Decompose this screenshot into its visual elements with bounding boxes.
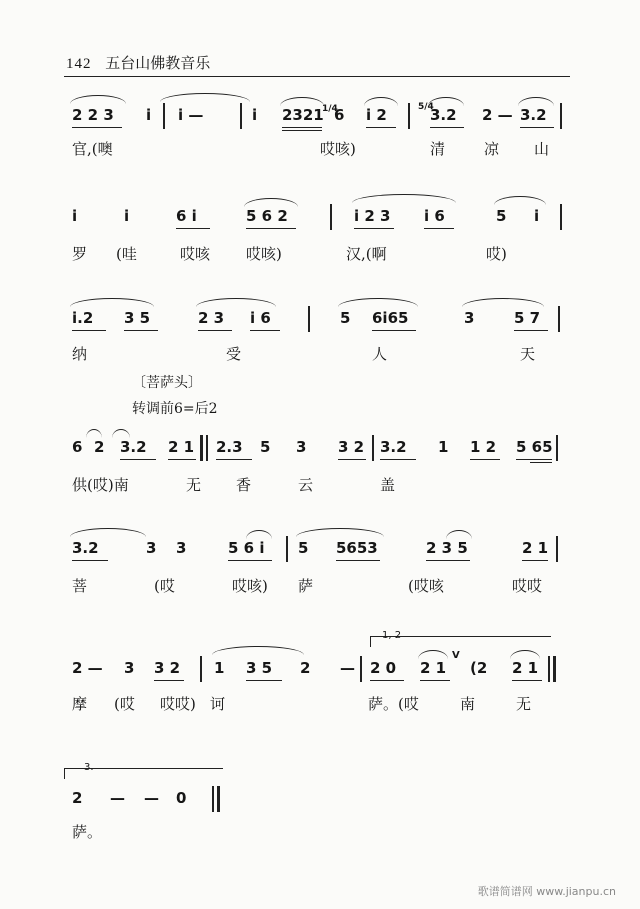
lyric: 受 xyxy=(226,345,242,363)
lyric: (哎咳 xyxy=(408,577,444,595)
lyric: 凉 xyxy=(484,140,500,158)
note-group: i.2 xyxy=(72,309,94,327)
score-line-5 xyxy=(0,538,640,598)
barline xyxy=(560,103,562,129)
underline xyxy=(380,459,416,460)
note: 3 xyxy=(176,539,187,557)
slur xyxy=(86,429,102,438)
score-line-3 xyxy=(0,308,640,368)
note: 2 xyxy=(300,659,311,677)
underline xyxy=(522,560,548,561)
underline xyxy=(198,330,232,331)
note: 1 xyxy=(214,659,225,677)
note-group: 3.2 xyxy=(520,106,547,124)
score-line-2 xyxy=(0,206,640,266)
key-change: 转调前6=后2 xyxy=(132,401,218,417)
page-number: 142 xyxy=(66,56,92,72)
lyric: 天 xyxy=(520,345,536,363)
barline xyxy=(240,103,242,129)
lyric: 哎咳) xyxy=(246,245,282,263)
note-group: 5 6 2 xyxy=(246,207,288,225)
slur xyxy=(280,97,324,106)
barline xyxy=(308,306,310,332)
underline xyxy=(282,127,322,128)
underline xyxy=(366,127,396,128)
underline xyxy=(514,330,548,331)
note: 5 xyxy=(340,309,351,327)
book-title: 五台山佛教音乐 xyxy=(105,56,211,72)
note: i xyxy=(146,106,152,124)
header-rule xyxy=(64,76,570,77)
slur xyxy=(510,650,540,659)
lyric: 摩 xyxy=(72,695,88,713)
underline xyxy=(228,560,272,561)
note-group: 3 5 xyxy=(246,659,273,677)
underline xyxy=(250,330,280,331)
lyric: 无 xyxy=(186,476,202,494)
underline xyxy=(154,680,184,681)
slur xyxy=(494,196,546,205)
barline xyxy=(163,103,165,129)
note: 6 xyxy=(72,438,83,456)
site-watermark: 歌谱简谱网 www.jianpu.cn xyxy=(477,885,616,898)
repeat-barline xyxy=(200,435,203,461)
lyric: 纳 xyxy=(72,345,88,363)
barline xyxy=(560,204,562,230)
breath-mark: V xyxy=(452,650,460,661)
volta-label: 3. xyxy=(84,762,94,773)
slur xyxy=(112,429,130,438)
time-signature: 1/4 xyxy=(322,104,338,114)
note-group: 2 — xyxy=(72,659,103,677)
note: i xyxy=(124,207,130,225)
underline xyxy=(520,127,554,128)
lyric: 哎咳) xyxy=(232,577,268,595)
note-group: 3.2 xyxy=(72,539,99,557)
underline xyxy=(246,680,282,681)
barline xyxy=(330,204,332,230)
score-line-6 xyxy=(0,650,640,718)
slur xyxy=(196,298,276,307)
lyric: 哎) xyxy=(486,245,507,263)
lyric: 汉,(啊 xyxy=(346,245,387,263)
lyric: 南 xyxy=(460,695,476,713)
underline xyxy=(120,459,156,460)
note: — xyxy=(144,789,159,807)
barline xyxy=(556,435,558,461)
note-group: 3 5 xyxy=(124,309,151,327)
lyric: (哎 xyxy=(114,695,135,713)
note-group: i 2 3 xyxy=(354,207,391,225)
lyric: 菩 xyxy=(72,577,88,595)
lyric: 供(哎)南 xyxy=(72,476,129,494)
underline xyxy=(338,459,366,460)
final-barline xyxy=(217,786,220,812)
lyric: (哇 xyxy=(116,245,137,263)
slur xyxy=(244,198,298,207)
lyric: 清 xyxy=(430,140,446,158)
note-group: 2 1 xyxy=(420,659,447,677)
note: 3 xyxy=(146,539,157,557)
note-group: 5 6 i xyxy=(228,539,265,557)
repeat-barline xyxy=(553,656,556,682)
note-group: 6 i xyxy=(176,207,197,225)
barline xyxy=(558,306,560,332)
section-label: 〔菩萨头〕 xyxy=(132,375,202,391)
note: 6 xyxy=(334,106,345,124)
underline xyxy=(370,680,404,681)
score-line-4 xyxy=(0,437,640,497)
barline xyxy=(372,435,374,461)
underline xyxy=(372,330,416,331)
note-group: 2 1 xyxy=(168,438,195,456)
note: 3 xyxy=(124,659,135,677)
underline xyxy=(168,459,196,460)
note-group: 3.2 xyxy=(120,438,147,456)
lyric: 哎咳 xyxy=(180,245,211,263)
underline xyxy=(124,330,158,331)
underline xyxy=(530,462,552,463)
page-header xyxy=(66,52,210,73)
slur xyxy=(212,646,304,655)
note: 5 xyxy=(260,438,271,456)
barline xyxy=(206,435,208,461)
lyric: 萨 xyxy=(298,577,314,595)
note-group: 2 1 xyxy=(512,659,539,677)
note-group: i 6 xyxy=(250,309,271,327)
note: — xyxy=(340,659,355,677)
note: 5 xyxy=(496,207,507,225)
lyric: 云 xyxy=(298,476,314,494)
slur xyxy=(338,298,418,307)
tie xyxy=(160,93,250,102)
underline xyxy=(516,459,552,460)
note-group: 2321 xyxy=(282,106,324,124)
slur xyxy=(428,97,464,106)
lyric: 香 xyxy=(236,476,252,494)
barline xyxy=(556,536,558,562)
note: 0 xyxy=(176,789,187,807)
note: 1 xyxy=(438,438,449,456)
lyric: 官,(噢 xyxy=(72,140,113,158)
slur xyxy=(352,194,456,203)
note-group: 3.2 xyxy=(380,438,407,456)
underline xyxy=(354,228,394,229)
note-group: 2 2 3 xyxy=(72,106,114,124)
note-group: i 2 xyxy=(366,106,387,124)
lyric: 人 xyxy=(372,345,388,363)
note: i xyxy=(252,106,258,124)
note-group: 3.2 xyxy=(430,106,457,124)
time-signature: 5/4 xyxy=(418,102,434,112)
note: (2 xyxy=(470,659,488,677)
note-group: 2 3 xyxy=(198,309,225,327)
note: 3 xyxy=(464,309,475,327)
note-group: 3 2 xyxy=(338,438,365,456)
note-group: 2 0 xyxy=(370,659,397,677)
note-group: 2 3 5 xyxy=(426,539,468,557)
underline xyxy=(72,127,122,128)
slur xyxy=(364,97,398,106)
lyric: 山 xyxy=(534,140,550,158)
slur xyxy=(70,298,154,307)
note-group: i 6 xyxy=(424,207,445,225)
note-group: 5653 xyxy=(336,539,378,557)
note-group: 5 65 xyxy=(516,438,553,456)
barline xyxy=(212,786,214,812)
barline xyxy=(200,656,202,682)
lyric: 罗 xyxy=(72,245,88,263)
underline xyxy=(470,459,500,460)
note-group: 5 7 xyxy=(514,309,541,327)
lyric: 萨。 xyxy=(72,823,103,841)
underline xyxy=(336,560,380,561)
underline xyxy=(246,228,296,229)
note-group: 2 — xyxy=(482,106,513,124)
lyric: 哎咳) xyxy=(320,140,356,158)
lyric: 哎哎 xyxy=(512,577,543,595)
slur xyxy=(418,650,448,659)
note: 2 xyxy=(72,789,83,807)
note: i xyxy=(72,207,78,225)
underline xyxy=(176,228,210,229)
note-group: 2 1 xyxy=(522,539,549,557)
underline xyxy=(430,127,464,128)
note: 5 xyxy=(298,539,309,557)
slur xyxy=(70,95,126,104)
barline xyxy=(548,656,550,682)
score-line-7 xyxy=(0,788,640,848)
slur xyxy=(446,530,472,539)
lyric: (哎 xyxy=(154,577,175,595)
lyric: 萨。(哎 xyxy=(368,695,419,713)
slur xyxy=(462,298,544,307)
barline xyxy=(360,656,362,682)
note-group: 3 2 xyxy=(154,659,181,677)
barline xyxy=(286,536,288,562)
lyric: 诃 xyxy=(210,695,226,713)
lyric: 哎哎) xyxy=(160,695,196,713)
note-group: 1 2 xyxy=(470,438,497,456)
slur xyxy=(296,528,384,537)
underline xyxy=(424,228,454,229)
underline xyxy=(72,560,108,561)
note-group: 2.3 xyxy=(216,438,243,456)
note: 3 xyxy=(296,438,307,456)
barline xyxy=(408,103,410,129)
note-group: i — xyxy=(178,106,204,124)
note: 2 xyxy=(94,438,105,456)
lyric: 盖 xyxy=(380,476,396,494)
slur xyxy=(246,530,272,539)
note: i xyxy=(534,207,540,225)
underline xyxy=(282,130,322,131)
volta-label: 1, 2 xyxy=(382,630,402,641)
underline xyxy=(426,560,470,561)
slur xyxy=(70,528,146,537)
slur xyxy=(518,97,554,106)
score-line-1 xyxy=(0,102,640,165)
underline xyxy=(512,680,542,681)
lyric: 无 xyxy=(516,695,532,713)
note: — xyxy=(110,789,125,807)
note-group: 6i65 xyxy=(372,309,409,327)
underline xyxy=(216,459,252,460)
underline xyxy=(72,330,106,331)
underline xyxy=(420,680,450,681)
